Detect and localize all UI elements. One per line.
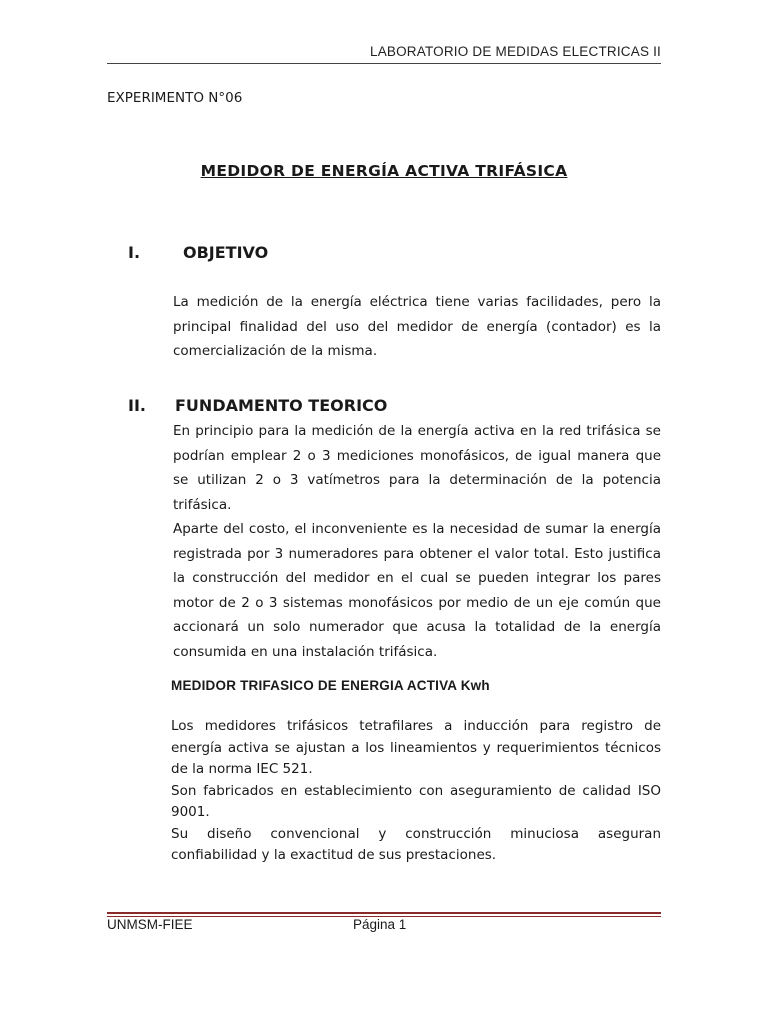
subsection-title: MEDIDOR TRIFASICO DE ENERGIA ACTIVA Kwh [171, 678, 490, 693]
fundamento-paragraph-1: En principio para la medición de la energía activa en la red trifásica se podrían emplear 2 o 3 mediciones monofásicos, de igual manera que se utilizan 2 o 3 vatímetros para la determinación de la potencia trifásica. [173, 423, 661, 513]
footer-divider [107, 912, 661, 914]
section-2-title: FUNDAMENTO TEORICO [175, 396, 388, 415]
fundamento-paragraph-2: Aparte del costo, el inconveniente es la necesidad de sumar la energía registrada por 3 numeradores para obtener el valor total. Esto justifica la construcción del medidor en el cual se pueden integrar los pares motor de 2 o 3 sistemas monofásicos por medio de un eje común que accionará un solo numerador que acusa la totalidad de la energía consumida en una instalación trifásica. [173, 521, 661, 660]
experiment-label: EXPERIMENTO N°06 [107, 90, 243, 106]
section-1-title: OBJETIVO [183, 243, 269, 262]
section-1-number: I. [128, 243, 141, 262]
footer-institution: UNMSM-FIEE [107, 917, 193, 932]
document-title: MEDIDOR DE ENERGÍA ACTIVA TRIFÁSICA [200, 162, 568, 180]
page-number: Página 1 [353, 917, 407, 932]
section-1-paragraph [173, 290, 661, 364]
subsection-paragraph-2: Son fabricados en establecimiento con aseguramiento de calidad ISO 9001. [171, 782, 661, 820]
subsection-paragraph-1: Los medidores trifásicos tetrafilares a inducción para registro de energía activa se ajustan a los lineamientos y requerimientos técnicos de la norma IEC 521. [171, 718, 661, 777]
objective-text: La medición de la energía eléctrica tiene varias facilidades, pero la principal finalidad del uso del medidor de energía (contador) es la comercialización de la misma. [173, 294, 661, 359]
section-2-number: II. [128, 396, 146, 415]
page-header: LABORATORIO DE MEDIDAS ELECTRICAS II [369, 44, 661, 59]
section-2-body [173, 419, 661, 664]
subsection-body [171, 716, 661, 867]
subsection-paragraph-3: Su diseño convencional y construcción minuciosa aseguran confiabilidad y la exactitud de sus prestaciones. [171, 825, 661, 863]
header-divider [107, 63, 661, 64]
